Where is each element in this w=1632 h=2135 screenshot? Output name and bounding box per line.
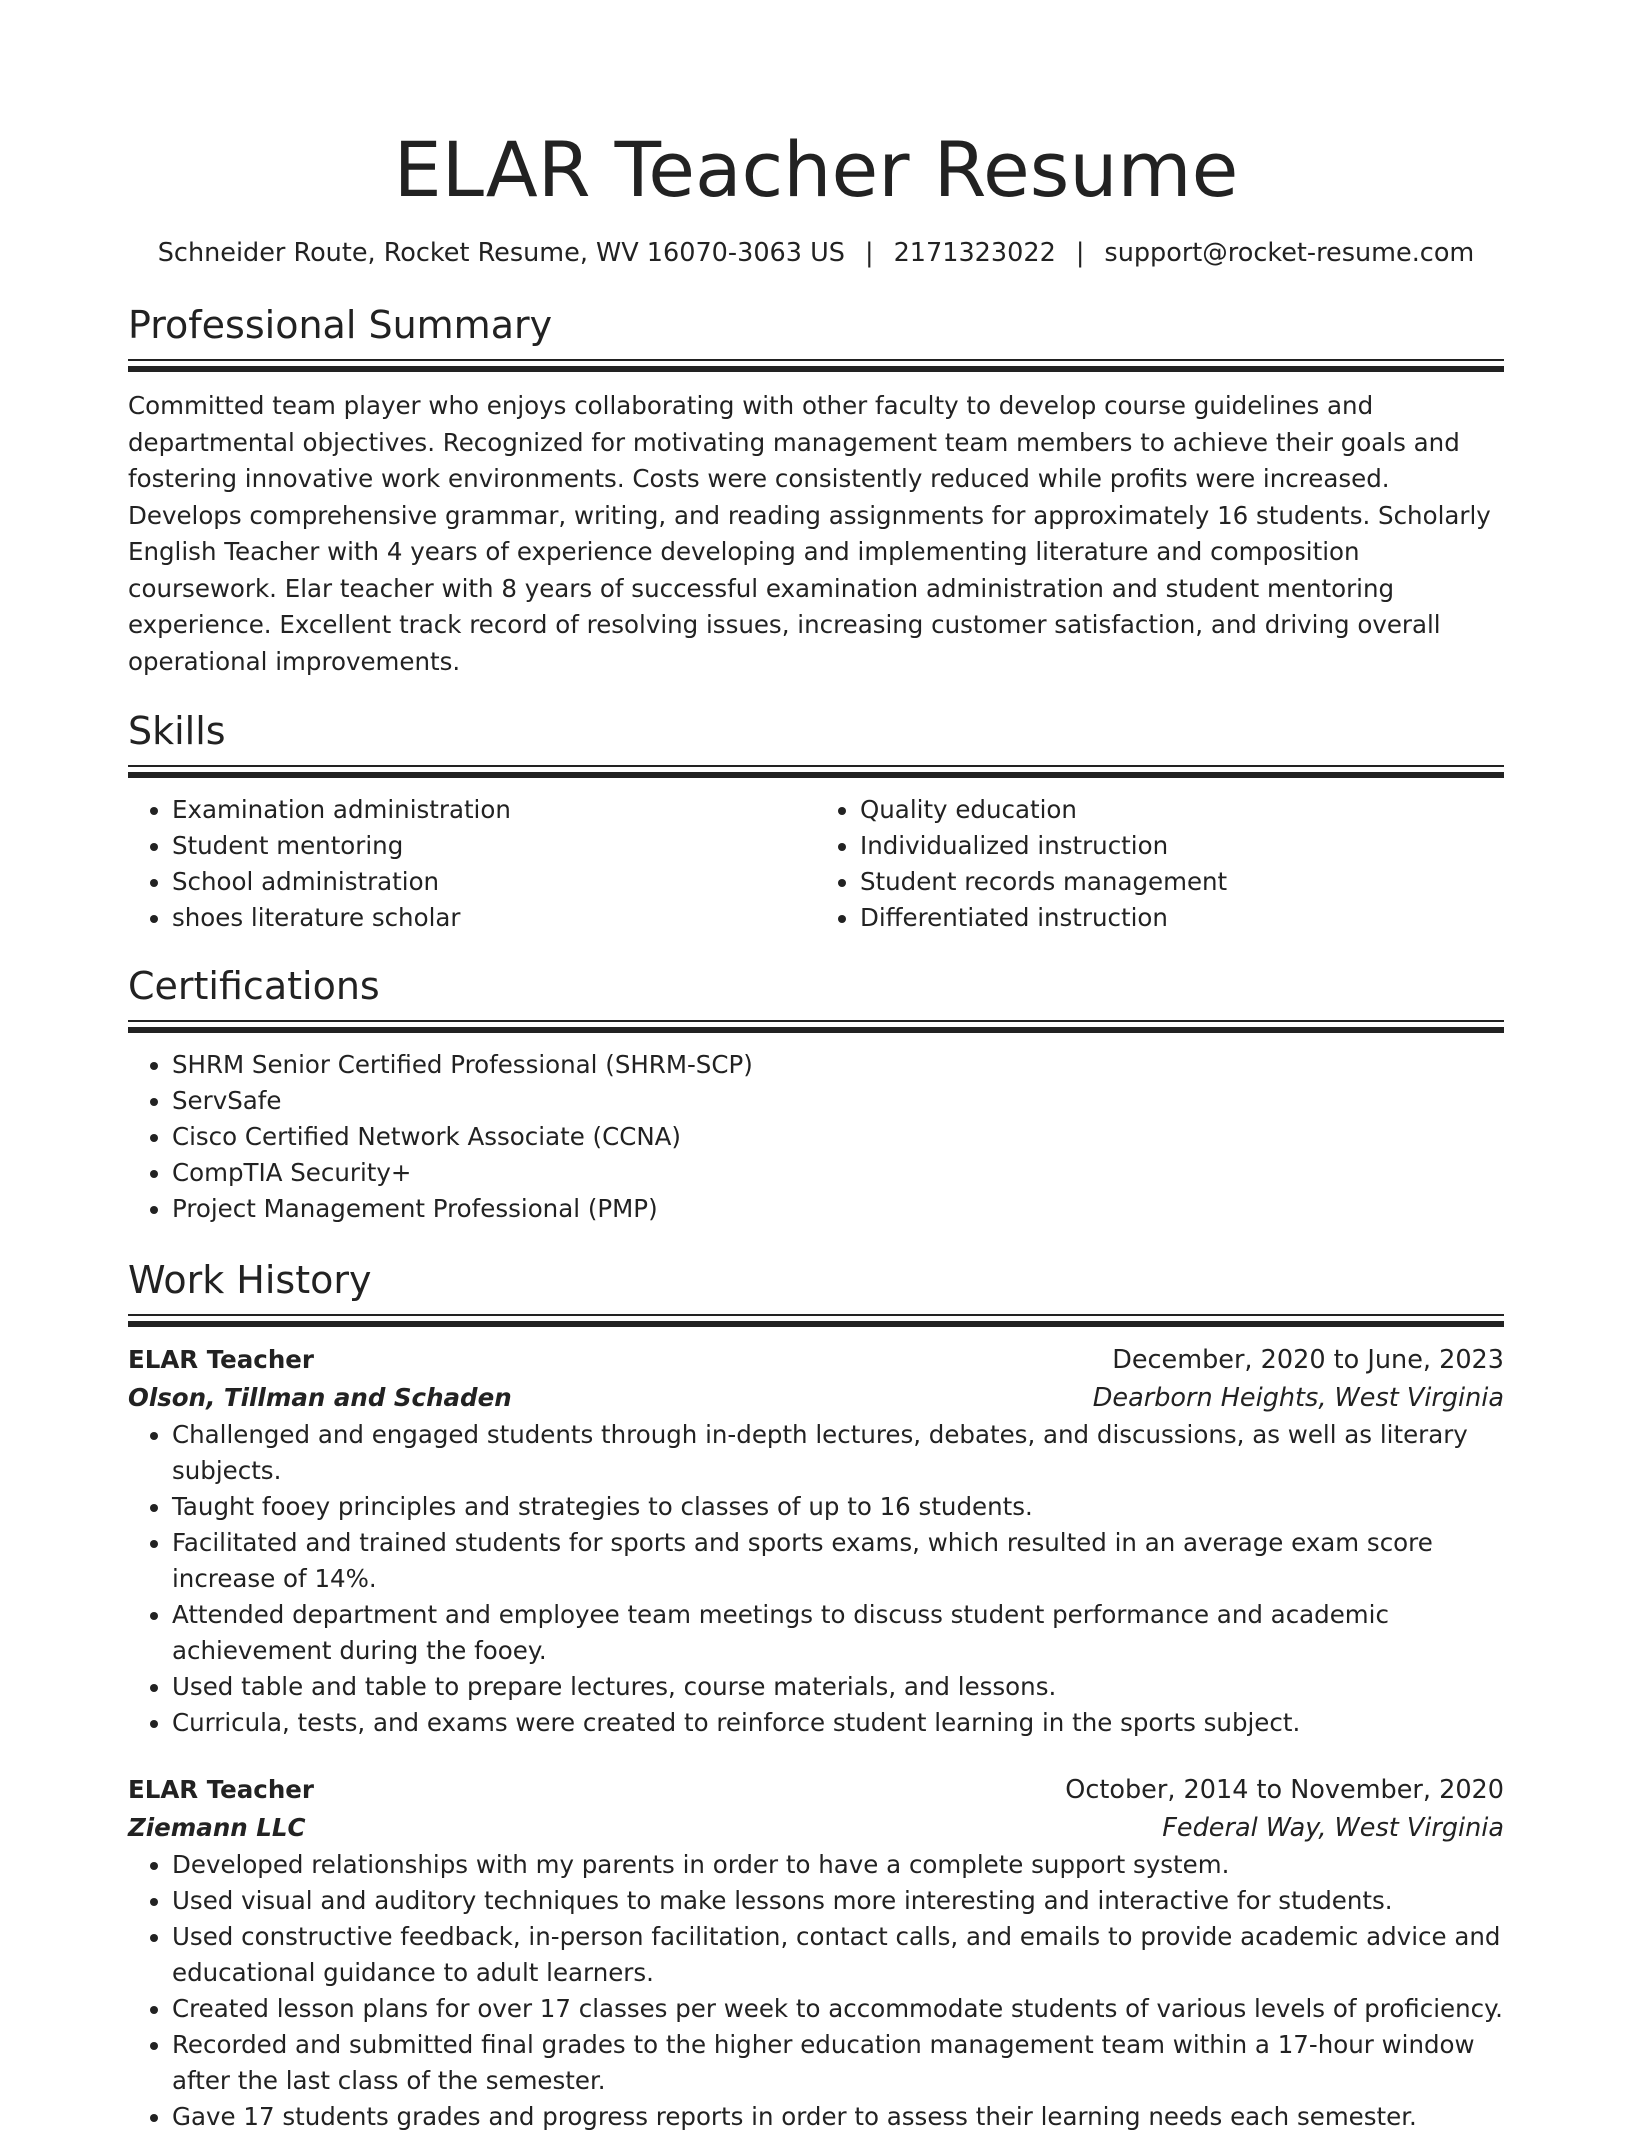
job-header	[128, 1341, 1504, 1379]
summary-section	[128, 301, 1504, 680]
job-bullet: • Used constructive feedback, in-person facilitation, contact calls, and emails to provide academic advice and educational guidance to adult learners.	[172, 1919, 1504, 1991]
job-bullet: • Curricula, tests, and exams were created to reinforce student learning in the sports subject.	[172, 1705, 1504, 1741]
certifications-section	[128, 962, 1504, 1227]
job-bullet: • Recorded and submitted final grades to the higher education management team within a 17-hour window after the last class of the semester.	[172, 2027, 1504, 2099]
skills-section	[128, 707, 1504, 936]
job-entry	[128, 1341, 1504, 1741]
job-bullet: • Used table and table to prepare lectures, course materials, and lessons.	[172, 1669, 1504, 1705]
job-location: Federal Way, West Virginia	[1162, 1813, 1504, 1843]
certification-item: • ServSafe	[172, 1083, 1504, 1119]
certifications-heading: Certifications	[128, 964, 380, 1008]
certifications-list	[128, 1047, 1504, 1227]
job-bullet: • Developed relationships with my parents in order to have a complete support system.	[172, 1847, 1504, 1883]
skills-list-left	[128, 792, 816, 936]
skill-item: • Quality education	[860, 792, 1504, 828]
certification-item: • CompTIA Security+	[172, 1155, 1504, 1191]
job-bullet: • Gave 17 students grades and progress reports in order to assess their learning needs each semester.	[172, 2099, 1504, 2135]
contact-phone: 2171323022	[893, 238, 1056, 268]
job-dates: October, 2014 to November, 2020	[1065, 1775, 1504, 1805]
skills-list-right	[816, 792, 1504, 936]
job-bullet: • Challenged and engaged students through in-depth lectures, debates, and discussions, as well as literary subjects.	[172, 1417, 1504, 1489]
resume-title: ELAR Teacher Resume	[393, 125, 1239, 214]
job-bullet: • Attended department and employee team meetings to discuss student performance and academic achievement during the fooey.	[172, 1597, 1504, 1669]
section-divider	[128, 1020, 1504, 1033]
job-location: Dearborn Heights, West Virginia	[1092, 1383, 1504, 1413]
contact-separator: |	[1075, 238, 1085, 268]
job-title: ELAR Teacher	[128, 1775, 314, 1804]
job-entry	[128, 1771, 1504, 2135]
section-divider	[128, 359, 1504, 372]
section-divider	[128, 765, 1504, 778]
job-subheader	[128, 1809, 1504, 1847]
work-history-section	[128, 1256, 1504, 2135]
work-history-heading: Work History	[128, 1258, 372, 1302]
job-company: Ziemann LLC	[128, 1813, 306, 1842]
skill-item: • School administration	[172, 864, 816, 900]
job-header	[128, 1771, 1504, 1809]
certification-item: • Cisco Certified Network Associate (CCNA)	[172, 1119, 1504, 1155]
job-subheader	[128, 1379, 1504, 1417]
certification-item: • SHRM Senior Certified Professional (SHRM-SCP)	[172, 1047, 1504, 1083]
skills-grid	[128, 792, 1504, 936]
job-company: Olson, Tillman and Schaden	[128, 1383, 512, 1412]
job-bullet: • Facilitated and trained students for sports and sports exams, which resulted in an average exam score increase of 14%.	[172, 1525, 1504, 1597]
job-bullet: • Taught fooey principles and strategies to classes of up to 16 students.	[172, 1489, 1504, 1525]
summary-text: Committed team player who enjoys collaborating with other faculty to develop course guidelines and departmental objectives. Recognized for motivating management team members to achieve their goals and fostering innovative work environments. Costs were consistently reduced while profits were increased. Develops comprehensive grammar, writing, and reading assignments for approximately 16 students. Scholarly English Teacher with 4 years of experience developing and implementing literature and composition coursework. Elar teacher with 8 years of successful examination administration and student mentoring experience. Excellent track record of resolving issues, increasing customer satisfaction, and driving overall operational improvements.	[128, 391, 1491, 676]
resume-page	[128, 0, 1504, 2135]
job-bullet: • Created lesson plans for over 17 classes per week to accommodate students of various levels of proficiency.	[172, 1991, 1504, 2027]
job-bullets	[128, 1417, 1504, 1741]
contact-address: Schneider Route, Rocket Resume, WV 16070-3063 US	[157, 238, 845, 268]
skill-item: • Differentiated instruction	[860, 900, 1504, 936]
contact-email: support@rocket-resume.com	[1104, 238, 1475, 268]
skill-item: • Individualized instruction	[860, 828, 1504, 864]
job-dates: December, 2020 to June, 2023	[1112, 1345, 1504, 1375]
job-bullet: • Used visual and auditory techniques to make lessons more interesting and interactive for students.	[172, 1883, 1504, 1919]
skills-heading: Skills	[128, 709, 226, 753]
contact-line	[128, 236, 1504, 270]
skill-item: • Student mentoring	[172, 828, 816, 864]
job-bullets	[128, 1847, 1504, 2135]
skill-item: • Student records management	[860, 864, 1504, 900]
skill-item: • Examination administration	[172, 792, 816, 828]
section-divider	[128, 1314, 1504, 1327]
certification-item: • Project Management Professional (PMP)	[172, 1191, 1504, 1227]
contact-separator: |	[864, 238, 874, 268]
job-title: ELAR Teacher	[128, 1345, 314, 1374]
skill-item: • shoes literature scholar	[172, 900, 816, 936]
summary-heading: Professional Summary	[128, 303, 553, 347]
